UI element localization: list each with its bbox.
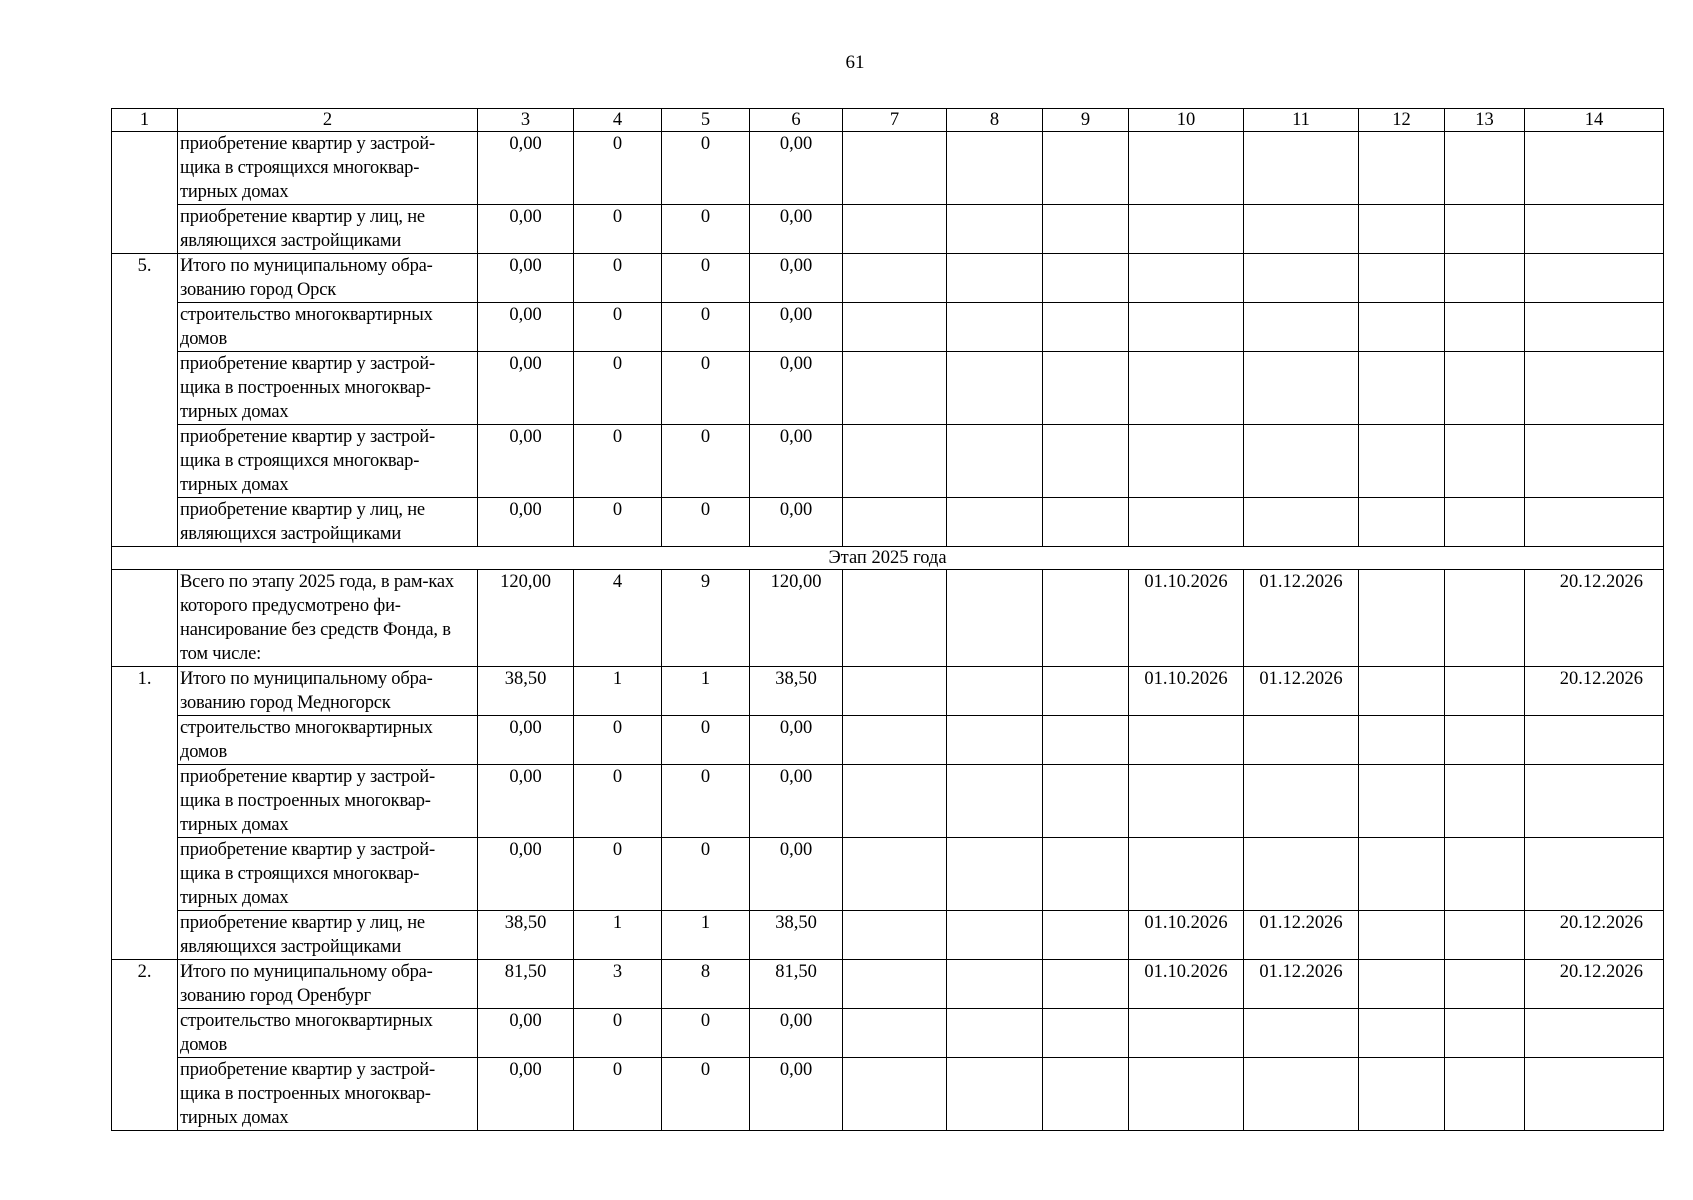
cell-col-10 xyxy=(1129,765,1244,838)
header-cell: 10 xyxy=(1129,109,1244,132)
cell-col-9 xyxy=(1043,254,1129,303)
row-name-cell: строительство многоквартирных домов xyxy=(178,303,478,352)
cell-col-10 xyxy=(1129,132,1244,205)
header-cell: 2 xyxy=(178,109,478,132)
header-row xyxy=(112,109,1664,132)
cell-col-9 xyxy=(1043,352,1129,425)
cell-col-8 xyxy=(947,498,1043,547)
cell-col-4: 3 xyxy=(574,960,662,1009)
cell-col-8 xyxy=(947,716,1043,765)
cell-col-3: 0,00 xyxy=(478,765,574,838)
cell-col-12 xyxy=(1359,570,1445,667)
cell-col-10 xyxy=(1129,254,1244,303)
cell-col-13 xyxy=(1445,667,1525,716)
cell-col-5: 9 xyxy=(662,570,750,667)
cell-col-8 xyxy=(947,838,1043,911)
cell-col-5: 8 xyxy=(662,960,750,1009)
cell-col-6: 0,00 xyxy=(750,205,843,254)
cell-col-10: 01.10.2026 xyxy=(1129,570,1244,667)
cell-col-12 xyxy=(1359,765,1445,838)
table-row xyxy=(112,1009,1664,1058)
cell-col-7 xyxy=(843,498,947,547)
cell-col-8 xyxy=(947,254,1043,303)
row-name-cell: Итого по муниципальному обра-зованию город Орск xyxy=(178,254,478,303)
cell-col-14 xyxy=(1525,838,1664,911)
cell-col-3: 0,00 xyxy=(478,838,574,911)
cell-col-14 xyxy=(1525,132,1664,205)
cell-col-6: 38,50 xyxy=(750,667,843,716)
cell-col-10 xyxy=(1129,303,1244,352)
cell-col-6: 0,00 xyxy=(750,1058,843,1131)
cell-col-12 xyxy=(1359,1058,1445,1131)
stage-label: Этап 2025 года xyxy=(112,547,1664,570)
header-cell: 13 xyxy=(1445,109,1525,132)
header-cell: 1 xyxy=(112,109,178,132)
table-row xyxy=(112,911,1664,960)
row-name-cell: приобретение квартир у застрой-щика в строящихся многоквар-тирных домах xyxy=(178,425,478,498)
cell-col-13 xyxy=(1445,960,1525,1009)
cell-col-11 xyxy=(1244,838,1359,911)
cell-col-7 xyxy=(843,960,947,1009)
row-name-cell: Итого по муниципальному обра-зованию город Оренбург xyxy=(178,960,478,1009)
cell-col-5: 0 xyxy=(662,1009,750,1058)
cell-col-10 xyxy=(1129,352,1244,425)
cell-col-14 xyxy=(1525,425,1664,498)
cell-col-6: 0,00 xyxy=(750,254,843,303)
cell-col-5: 1 xyxy=(662,667,750,716)
table-row xyxy=(112,1058,1664,1131)
cell-col-12 xyxy=(1359,425,1445,498)
cell-col-3: 0,00 xyxy=(478,716,574,765)
cell-col-14 xyxy=(1525,254,1664,303)
cell-col-11 xyxy=(1244,352,1359,425)
cell-col-14: 20.12.2026 xyxy=(1525,960,1664,1009)
cell-col-14 xyxy=(1525,303,1664,352)
cell-col-10 xyxy=(1129,1058,1244,1131)
row-number-cell xyxy=(112,570,178,667)
cell-col-13 xyxy=(1445,838,1525,911)
header-cell: 3 xyxy=(478,109,574,132)
row-number-cell xyxy=(112,911,178,960)
cell-col-8 xyxy=(947,425,1043,498)
cell-col-13 xyxy=(1445,254,1525,303)
cell-col-4: 0 xyxy=(574,303,662,352)
cell-col-7 xyxy=(843,667,947,716)
cell-col-7 xyxy=(843,132,947,205)
cell-col-14 xyxy=(1525,1058,1664,1131)
page-number: 61 xyxy=(845,52,865,73)
cell-col-7 xyxy=(843,1009,947,1058)
cell-col-4: 0 xyxy=(574,716,662,765)
cell-col-3: 0,00 xyxy=(478,498,574,547)
cell-col-13 xyxy=(1445,425,1525,498)
cell-col-11 xyxy=(1244,132,1359,205)
cell-col-8 xyxy=(947,570,1043,667)
data-table xyxy=(111,108,1664,1131)
cell-col-7 xyxy=(843,205,947,254)
cell-col-14 xyxy=(1525,1009,1664,1058)
cell-col-13 xyxy=(1445,1058,1525,1131)
header-cell: 5 xyxy=(662,109,750,132)
cell-col-14: 20.12.2026 xyxy=(1525,570,1664,667)
cell-col-11: 01.12.2026 xyxy=(1244,960,1359,1009)
row-number-cell: 2. xyxy=(112,960,178,1009)
cell-col-5: 0 xyxy=(662,352,750,425)
table-row xyxy=(112,716,1664,765)
row-name-cell: приобретение квартир у застрой-щика в построенных многоквар-тирных домах xyxy=(178,352,478,425)
row-name-cell: приобретение квартир у застрой-щика в построенных многоквар-тирных домах xyxy=(178,1058,478,1131)
cell-col-7 xyxy=(843,838,947,911)
cell-col-4: 0 xyxy=(574,498,662,547)
table-row xyxy=(112,667,1664,716)
cell-col-3: 0,00 xyxy=(478,352,574,425)
row-number-cell xyxy=(112,303,178,352)
cell-col-4: 0 xyxy=(574,1058,662,1131)
cell-col-5: 0 xyxy=(662,716,750,765)
cell-col-3: 120,00 xyxy=(478,570,574,667)
cell-col-6: 0,00 xyxy=(750,352,843,425)
row-name-cell: Всего по этапу 2025 года, в рам-ках которого предусмотрено фи-нансирование без средств Фонда, в том числе: xyxy=(178,570,478,667)
cell-col-9 xyxy=(1043,838,1129,911)
row-name-cell: приобретение квартир у лиц, не являющихся застройщиками xyxy=(178,911,478,960)
row-number-cell xyxy=(112,205,178,254)
cell-col-12 xyxy=(1359,352,1445,425)
cell-col-11: 01.12.2026 xyxy=(1244,570,1359,667)
cell-col-7 xyxy=(843,425,947,498)
row-number-cell xyxy=(112,716,178,765)
cell-col-4: 4 xyxy=(574,570,662,667)
cell-col-3: 81,50 xyxy=(478,960,574,1009)
cell-col-10: 01.10.2026 xyxy=(1129,911,1244,960)
cell-col-12 xyxy=(1359,132,1445,205)
cell-col-6: 38,50 xyxy=(750,911,843,960)
cell-col-3: 38,50 xyxy=(478,667,574,716)
cell-col-6: 0,00 xyxy=(750,838,843,911)
cell-col-13 xyxy=(1445,205,1525,254)
row-number-cell xyxy=(112,1058,178,1131)
cell-col-8 xyxy=(947,352,1043,425)
table-row xyxy=(112,425,1664,498)
cell-col-4: 0 xyxy=(574,132,662,205)
cell-col-8 xyxy=(947,1058,1043,1131)
cell-col-6: 81,50 xyxy=(750,960,843,1009)
cell-col-6: 0,00 xyxy=(750,425,843,498)
row-name-cell: приобретение квартир у лиц, не являющихся застройщиками xyxy=(178,498,478,547)
cell-col-11 xyxy=(1244,716,1359,765)
cell-col-12 xyxy=(1359,911,1445,960)
cell-col-5: 0 xyxy=(662,254,750,303)
cell-col-9 xyxy=(1043,960,1129,1009)
cell-col-4: 0 xyxy=(574,352,662,425)
cell-col-6: 0,00 xyxy=(750,765,843,838)
cell-col-5: 0 xyxy=(662,425,750,498)
cell-col-11 xyxy=(1244,498,1359,547)
table-row xyxy=(112,838,1664,911)
cell-col-3: 0,00 xyxy=(478,1009,574,1058)
cell-col-7 xyxy=(843,1058,947,1131)
cell-col-13 xyxy=(1445,132,1525,205)
table-row xyxy=(112,254,1664,303)
row-number-cell xyxy=(112,838,178,911)
cell-col-9 xyxy=(1043,716,1129,765)
cell-col-6: 120,00 xyxy=(750,570,843,667)
cell-col-12 xyxy=(1359,205,1445,254)
cell-col-8 xyxy=(947,132,1043,205)
cell-col-8 xyxy=(947,765,1043,838)
cell-col-12 xyxy=(1359,303,1445,352)
row-name-cell: строительство многоквартирных домов xyxy=(178,1009,478,1058)
cell-col-5: 0 xyxy=(662,765,750,838)
cell-col-6: 0,00 xyxy=(750,498,843,547)
cell-col-9 xyxy=(1043,303,1129,352)
row-name-cell: строительство многоквартирных домов xyxy=(178,716,478,765)
cell-col-6: 0,00 xyxy=(750,716,843,765)
cell-col-3: 0,00 xyxy=(478,132,574,205)
cell-col-11: 01.12.2026 xyxy=(1244,911,1359,960)
cell-col-12 xyxy=(1359,838,1445,911)
row-name-cell: приобретение квартир у застрой-щика в строящихся многоквар-тирных домах xyxy=(178,132,478,205)
cell-col-9 xyxy=(1043,498,1129,547)
cell-col-6: 0,00 xyxy=(750,303,843,352)
cell-col-9 xyxy=(1043,667,1129,716)
cell-col-8 xyxy=(947,1009,1043,1058)
cell-col-14 xyxy=(1525,498,1664,547)
cell-col-4: 0 xyxy=(574,838,662,911)
cell-col-4: 0 xyxy=(574,765,662,838)
cell-col-3: 0,00 xyxy=(478,303,574,352)
row-name-cell: приобретение квартир у застрой-щика в построенных многоквар-тирных домах xyxy=(178,765,478,838)
header-cell: 6 xyxy=(750,109,843,132)
cell-col-13 xyxy=(1445,1009,1525,1058)
cell-col-13 xyxy=(1445,911,1525,960)
cell-col-4: 1 xyxy=(574,667,662,716)
cell-col-7 xyxy=(843,911,947,960)
cell-col-8 xyxy=(947,960,1043,1009)
row-number-cell xyxy=(112,765,178,838)
cell-col-12 xyxy=(1359,667,1445,716)
cell-col-7 xyxy=(843,303,947,352)
header-cell: 11 xyxy=(1244,109,1359,132)
cell-col-12 xyxy=(1359,254,1445,303)
cell-col-3: 0,00 xyxy=(478,205,574,254)
cell-col-10 xyxy=(1129,498,1244,547)
cell-col-14 xyxy=(1525,716,1664,765)
table-row xyxy=(112,132,1664,205)
row-name-cell: приобретение квартир у застрой-щика в строящихся многоквар-тирных домах xyxy=(178,838,478,911)
cell-col-7 xyxy=(843,352,947,425)
cell-col-13 xyxy=(1445,716,1525,765)
cell-col-11 xyxy=(1244,254,1359,303)
cell-col-13 xyxy=(1445,765,1525,838)
cell-col-5: 0 xyxy=(662,838,750,911)
row-number-cell xyxy=(112,498,178,547)
row-number-cell xyxy=(112,352,178,425)
cell-col-4: 1 xyxy=(574,911,662,960)
table-row xyxy=(112,498,1664,547)
cell-col-7 xyxy=(843,570,947,667)
cell-col-3: 0,00 xyxy=(478,254,574,303)
table-body xyxy=(112,109,1664,1131)
cell-col-10: 01.10.2026 xyxy=(1129,960,1244,1009)
header-cell: 9 xyxy=(1043,109,1129,132)
header-cell: 4 xyxy=(574,109,662,132)
cell-col-13 xyxy=(1445,352,1525,425)
cell-col-9 xyxy=(1043,205,1129,254)
cell-col-14 xyxy=(1525,352,1664,425)
cell-col-9 xyxy=(1043,570,1129,667)
cell-col-6: 0,00 xyxy=(750,1009,843,1058)
row-number-cell: 1. xyxy=(112,667,178,716)
cell-col-12 xyxy=(1359,716,1445,765)
stage-row xyxy=(112,547,1664,570)
cell-col-11 xyxy=(1244,425,1359,498)
cell-col-8 xyxy=(947,911,1043,960)
cell-col-3: 0,00 xyxy=(478,425,574,498)
cell-col-12 xyxy=(1359,960,1445,1009)
cell-col-14 xyxy=(1525,205,1664,254)
cell-col-4: 0 xyxy=(574,254,662,303)
row-number-cell: 5. xyxy=(112,254,178,303)
cell-col-14 xyxy=(1525,765,1664,838)
cell-col-7 xyxy=(843,765,947,838)
cell-col-9 xyxy=(1043,765,1129,838)
cell-col-8 xyxy=(947,667,1043,716)
table-row xyxy=(112,765,1664,838)
cell-col-5: 0 xyxy=(662,205,750,254)
cell-col-11: 01.12.2026 xyxy=(1244,667,1359,716)
cell-col-10 xyxy=(1129,1009,1244,1058)
cell-col-13 xyxy=(1445,570,1525,667)
cell-col-3: 38,50 xyxy=(478,911,574,960)
cell-col-11 xyxy=(1244,205,1359,254)
cell-col-5: 0 xyxy=(662,498,750,547)
cell-col-3: 0,00 xyxy=(478,1058,574,1131)
cell-col-10 xyxy=(1129,205,1244,254)
table-row xyxy=(112,960,1664,1009)
cell-col-10 xyxy=(1129,838,1244,911)
cell-col-7 xyxy=(843,254,947,303)
cell-col-12 xyxy=(1359,1009,1445,1058)
cell-col-13 xyxy=(1445,498,1525,547)
cell-col-11 xyxy=(1244,1058,1359,1131)
header-cell: 8 xyxy=(947,109,1043,132)
row-name-cell: Итого по муниципальному обра-зованию город Медногорск xyxy=(178,667,478,716)
header-cell: 12 xyxy=(1359,109,1445,132)
cell-col-10 xyxy=(1129,425,1244,498)
cell-col-5: 1 xyxy=(662,911,750,960)
header-cell: 14 xyxy=(1525,109,1664,132)
cell-col-12 xyxy=(1359,498,1445,547)
cell-col-9 xyxy=(1043,1009,1129,1058)
cell-col-4: 0 xyxy=(574,1009,662,1058)
cell-col-5: 0 xyxy=(662,132,750,205)
table-row xyxy=(112,303,1664,352)
header-cell: 7 xyxy=(843,109,947,132)
cell-col-5: 0 xyxy=(662,303,750,352)
cell-col-11 xyxy=(1244,1009,1359,1058)
cell-col-9 xyxy=(1043,425,1129,498)
cell-col-14: 20.12.2026 xyxy=(1525,667,1664,716)
cell-col-8 xyxy=(947,303,1043,352)
cell-col-4: 0 xyxy=(574,205,662,254)
row-number-cell xyxy=(112,132,178,205)
cell-col-8 xyxy=(947,205,1043,254)
cell-col-9 xyxy=(1043,911,1129,960)
row-number-cell xyxy=(112,1009,178,1058)
table-row xyxy=(112,570,1664,667)
cell-col-14: 20.12.2026 xyxy=(1525,911,1664,960)
cell-col-11 xyxy=(1244,765,1359,838)
cell-col-10: 01.10.2026 xyxy=(1129,667,1244,716)
cell-col-6: 0,00 xyxy=(750,132,843,205)
table-row xyxy=(112,205,1664,254)
cell-col-9 xyxy=(1043,1058,1129,1131)
table-row xyxy=(112,352,1664,425)
cell-col-4: 0 xyxy=(574,425,662,498)
cell-col-13 xyxy=(1445,303,1525,352)
row-number-cell xyxy=(112,425,178,498)
row-name-cell: приобретение квартир у лиц, не являющихся застройщиками xyxy=(178,205,478,254)
cell-col-11 xyxy=(1244,303,1359,352)
cell-col-10 xyxy=(1129,716,1244,765)
cell-col-7 xyxy=(843,716,947,765)
cell-col-5: 0 xyxy=(662,1058,750,1131)
cell-col-9 xyxy=(1043,132,1129,205)
